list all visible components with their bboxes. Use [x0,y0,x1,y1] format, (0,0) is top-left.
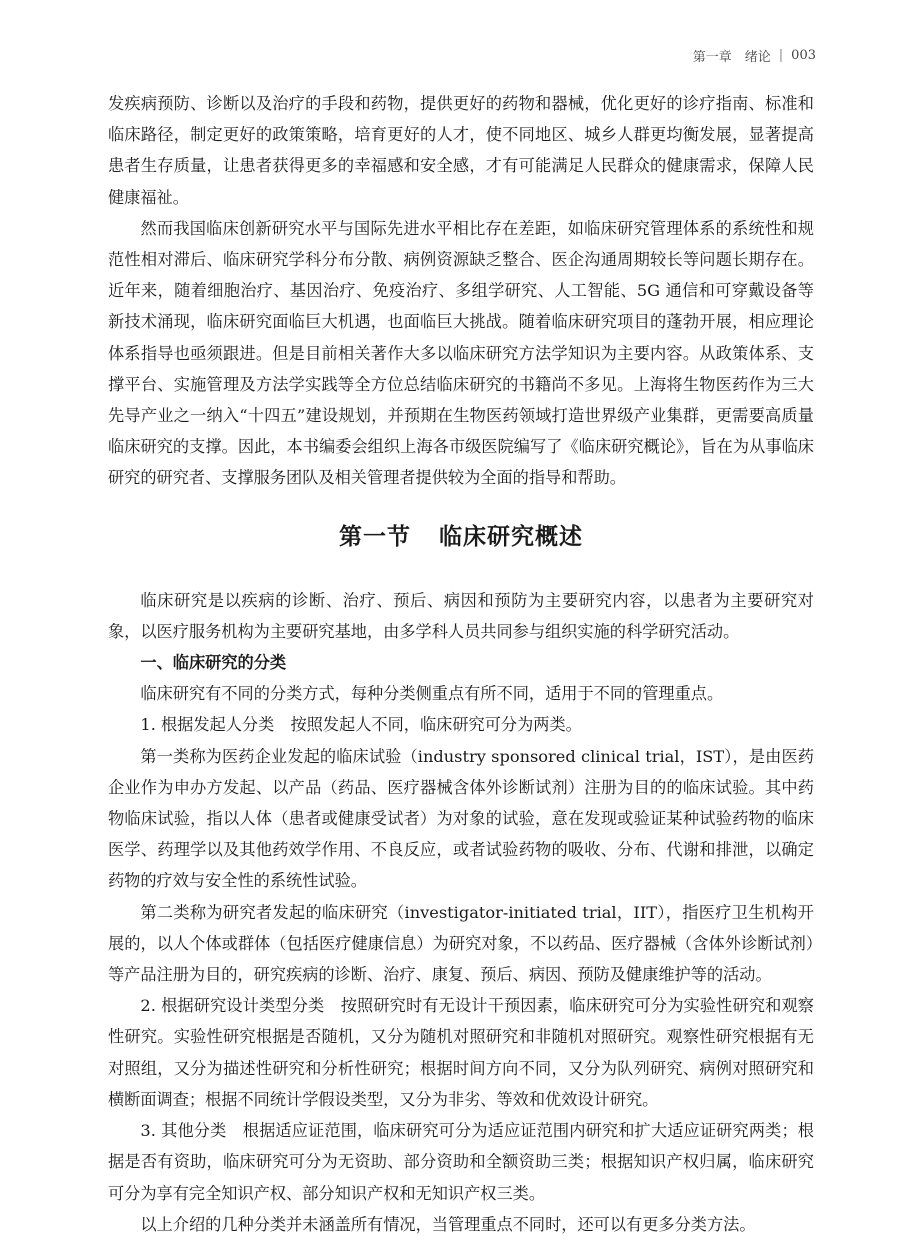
paragraph-other-classification: 3. 其他分类 根据适应证范围，临床研究可分为适应证范围内研究和扩大适应证研究两类；根据是否有资助，临床研究可分为无资助、部分资助和全额资助三类；根据知识产权归属，临床研究可分为享有完全知识产权、部分知识产权和无知识产权三类。 [108,1121,814,1203]
paragraph-background: 然而我国临床创新研究水平与国际先进水平相比存在差距，如临床研究管理体系的系统性和规范性相对滞后、临床研究学科分布分散、病例资源缺乏整合、医企沟通周期较长等问题长期存在。近年来，随着细胞治疗、基因治疗、免疫治疗、多组学研究、人工智能、5G 通信和可穿戴设备等新技术涌现，临床研究面临巨大机遇，也面临巨大挑战。随着临床研究项目的蓬勃开展，相应理论体系指导也亟须跟进。但是目前相关著作大多以临床研究方法学知识为主要内容。从政策体系、支撑平台、实施管理及方法学实践等全方位总结临床研究的书籍尚不多见。上海将生物医药作为三大先导产业之一纳入“十四五”建设规划，并预期在生物医药领域打造世界级产业集群，更需要高质量临床研究的支撑。因此，本书编委会组织上海各市级医院编写了《临床研究概论》，旨在为从事临床研究的研究者、支撑服务团队及相关管理者提供较为全面的指导和帮助。 [108,218,814,488]
page-number: 003 [791,48,816,63]
paragraph-ist: 第一类称为医药企业发起的临床试验（industry sponsored clinical trial，IST），是由医药企业作为申办方发起、以产品（药品、医疗器械含体外诊断试剂）注册为目的的临床试验。其中药物临床试验，指以人体（患者或健康受试者）为对象的试验，意在发现或验证某种试验药物的临床医学、药理学以及其他药效学作用、不良反应，或者试验药物的吸收、分布、代谢和排泄，以确定药物的疗效与安全性的系统性试验。 [108,746,814,891]
paragraph-definition: 临床研究是以疾病的诊断、治疗、预后、病因和预防为主要研究内容，以患者为主要研究对象，以医疗服务机构为主要研究基地，由多学科人员共同参与组织实施的科学研究活动。 [108,590,814,641]
section-number: 第一节 [339,523,411,550]
paragraph-continued: 发疾病预防、诊断以及治疗的手段和药物，提供更好的药物和器械，优化更好的诊疗指南、标准和临床路径，制定更好的政策策略，培育更好的人才，使不同地区、城乡人群更均衡发展，显著提高患者生存质量，让患者获得更多的幸福感和安全感，才有可能满足人民群众的健康需求，保障人民健康福祉。 [108,94,814,207]
subheading-classification: 一、临床研究的分类 [140,653,287,673]
paragraph-by-design: 2. 根据研究设计类型分类 按照研究时有无设计干预因素，临床研究可分为实验性研究和观察性研究。实验性研究根据是否随机，又分为随机对照研究和非随机对照研究。观察性研究根据有无对照组，又分为描述性研究和分析性研究；根据时间方向不同，又分为队列研究、病例对照研究和横断面调查；根据不同统计学假设类型，又分为非劣、等效和优效设计研究。 [108,996,814,1109]
header-separator: | [778,48,784,63]
page-body [108,88,814,1240]
chapter-label: 第一章 绪论 [692,50,771,65]
paragraph-classification-intro: 临床研究有不同的分类方式，每种分类侧重点有所不同，适用于不同的管理重点。 [140,684,724,704]
section-heading [108,518,814,551]
section-title: 临床研究概述 [439,523,583,550]
paragraph-iit: 第二类称为研究者发起的临床研究（investigator-initiated trial，IIT），指医疗卫生机构开展的，以人个体或群体（包括医疗健康信息）为研究对象，不以药品、医疗器械（含体外诊断试剂）等产品注册为目的，研究疾病的诊断、治疗、康复、预后、病因、预防及健康维护等的活动。 [108,902,814,985]
running-header [693,46,816,65]
paragraph-by-sponsor: 1. 根据发起人分类 按照发起人不同，临床研究可分为两类。 [140,715,582,735]
paragraph-closing: 以上介绍的几种分类并未涵盖所有情况，当管理重点不同时，还可以有更多分类方法。 [140,1214,756,1234]
